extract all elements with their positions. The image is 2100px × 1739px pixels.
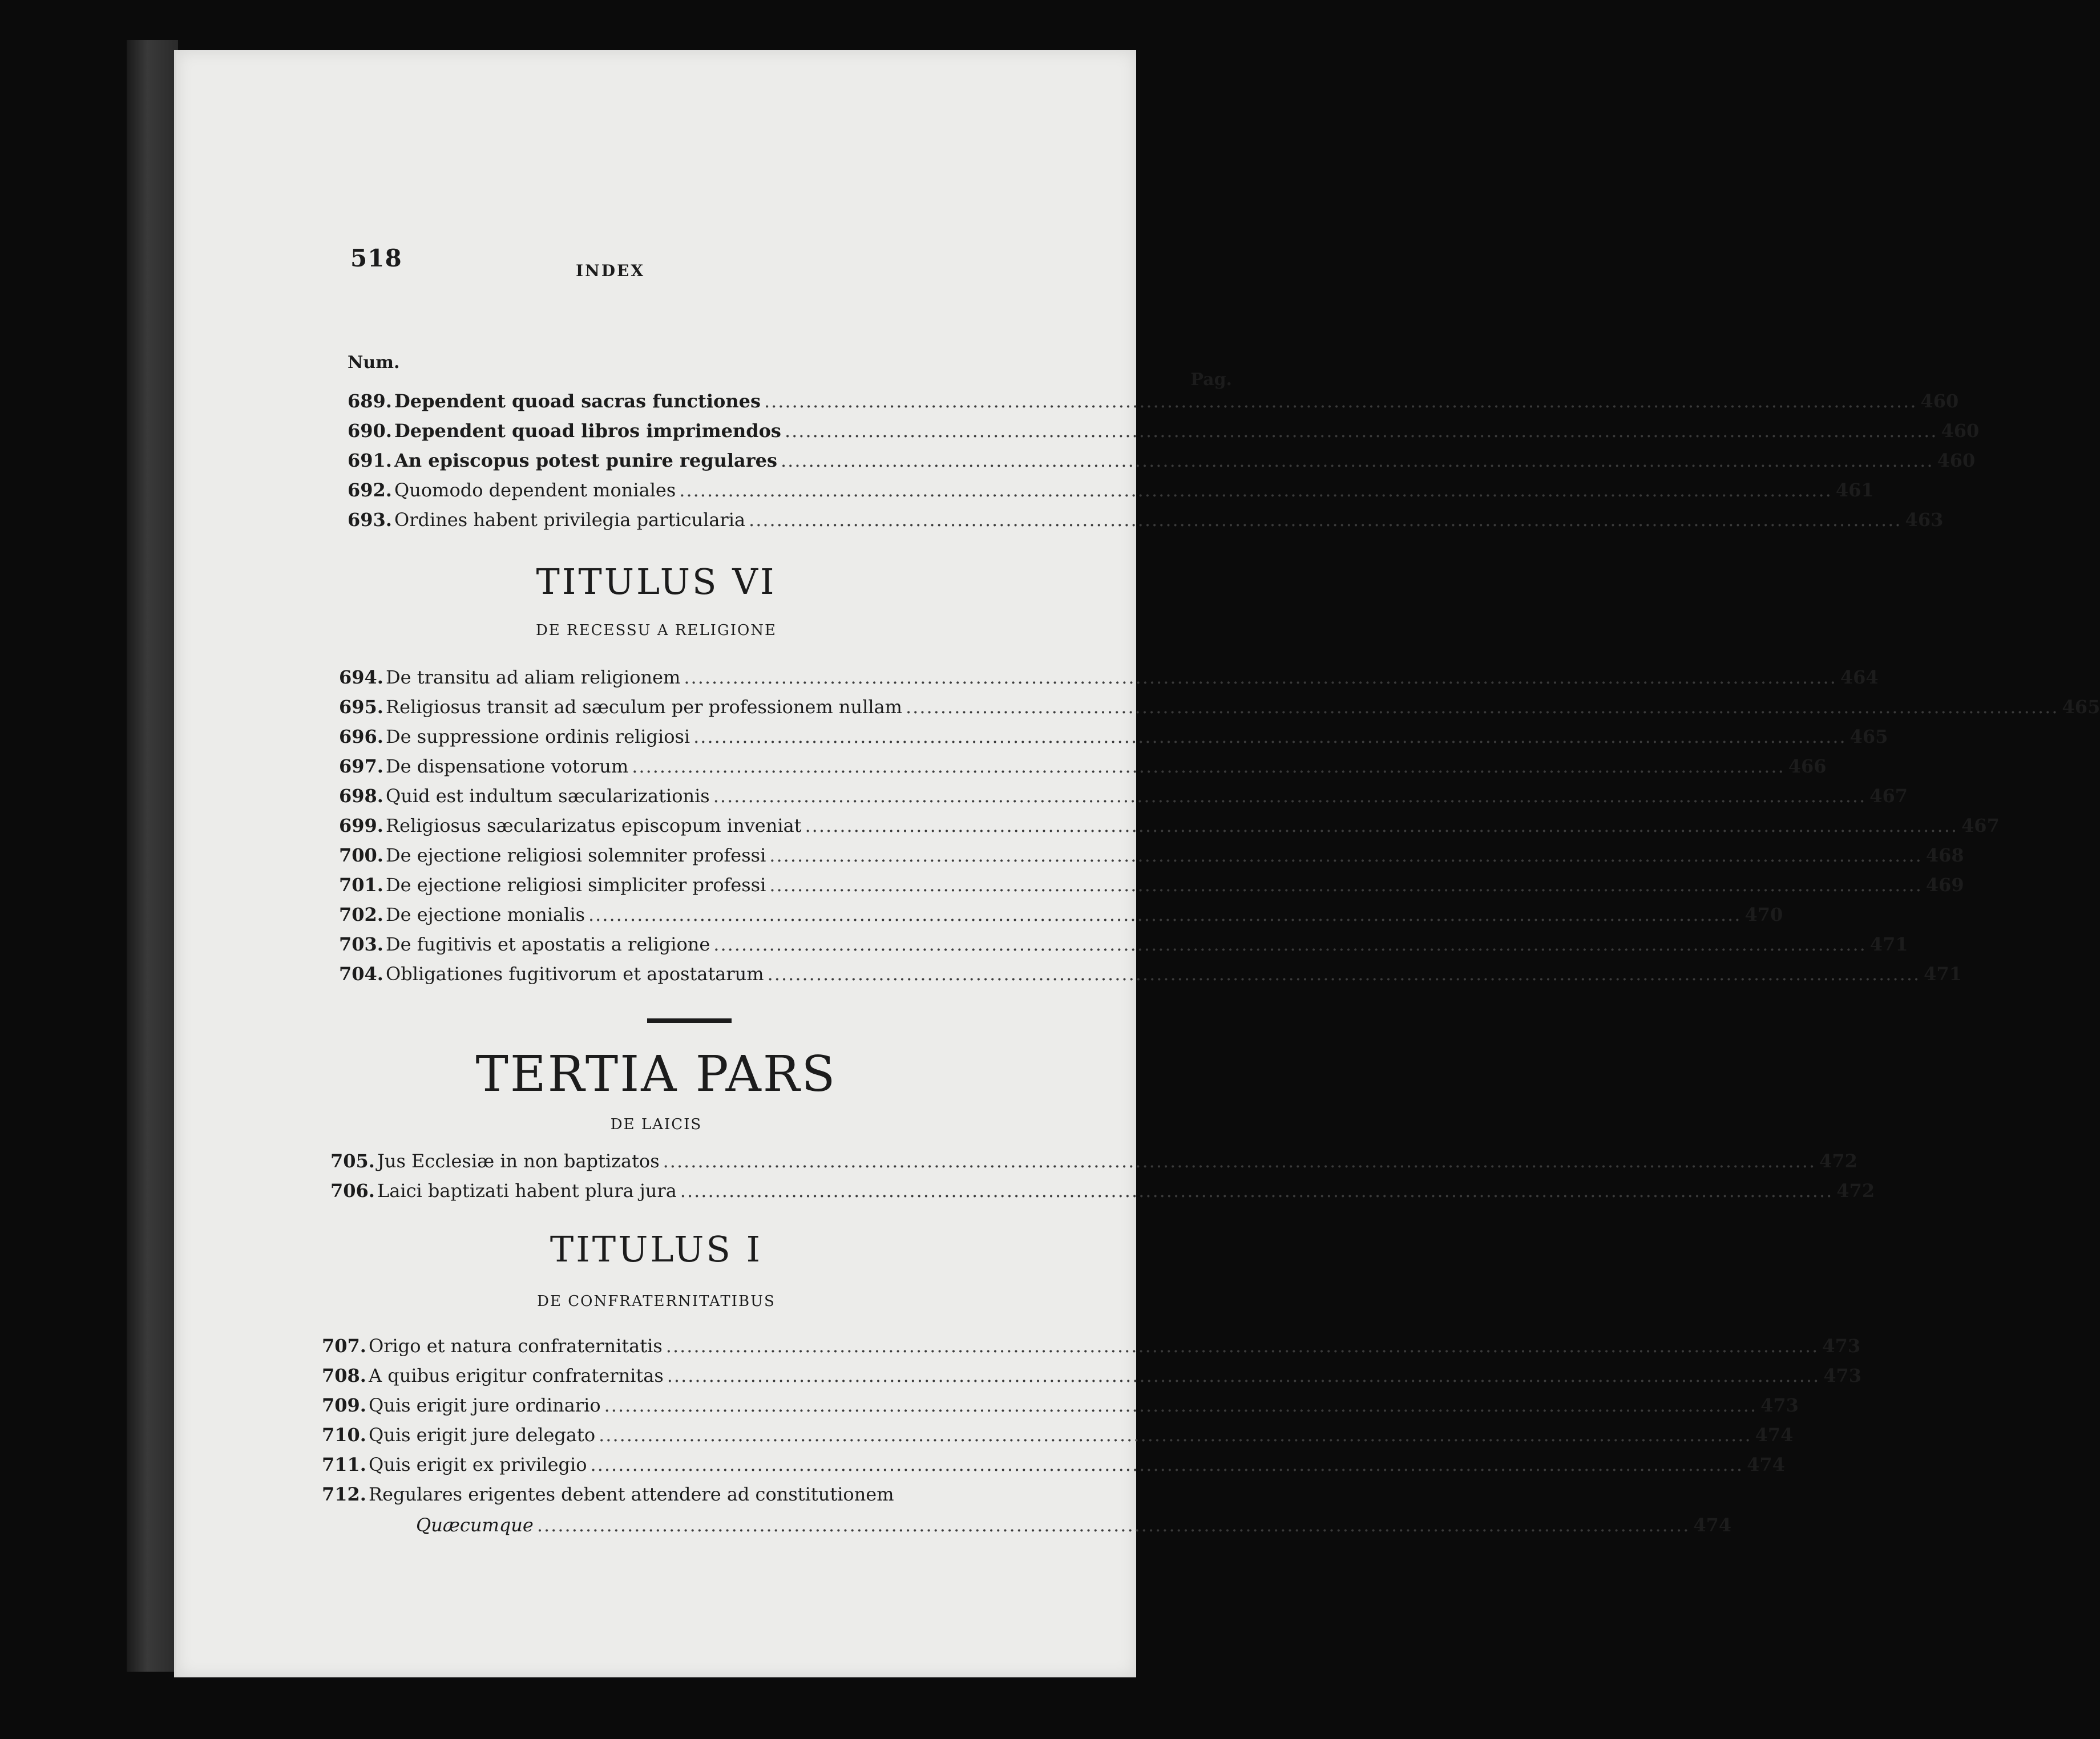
entry-number: 696. [339, 726, 383, 747]
index-entry [322, 1483, 1223, 1511]
dot-leader [749, 509, 1902, 531]
index-entry [339, 785, 1908, 812]
dot-leader [713, 785, 1867, 807]
entry-page: 466 [1788, 755, 1827, 777]
dot-leader [764, 390, 1917, 412]
entry-title: Quis erigit jure ordinario [369, 1394, 601, 1416]
index-entry [322, 1365, 1862, 1392]
page-content [176, 50, 2100, 1677]
entry-title: Quomodo dependent moniales [394, 479, 676, 501]
entry-title: De ejectione religiosi solemniter professi [386, 844, 766, 866]
dot-leader [785, 420, 1938, 442]
section-subheading: DE RECESSU A RELIGIONE [535, 622, 777, 639]
index-entry [330, 1150, 1857, 1178]
part-heading: TERTIA PARS [475, 1046, 837, 1103]
entry-title: Origo et natura confraternitatis [369, 1335, 663, 1357]
dot-leader [906, 696, 2059, 718]
section-subheading: DE CONFRATERNITATIBUS [537, 1293, 776, 1310]
dot-leader [591, 1454, 1744, 1475]
page-number: 518 [350, 244, 402, 272]
entry-title: Quid est indultum sæcularizationis [386, 785, 710, 807]
entry-page: 460 [1937, 450, 1976, 471]
book-spine [127, 40, 178, 1672]
index-entry [322, 1424, 1794, 1451]
dot-leader [769, 844, 1923, 866]
dot-leader [769, 874, 1923, 896]
dot-leader [693, 726, 1847, 747]
index-entry [348, 390, 1959, 418]
entry-page: 467 [1869, 785, 1908, 807]
index-entry [339, 755, 1827, 783]
entry-title: Religiosus sæcularizatus episcopum inveniat [386, 815, 802, 836]
entry-page: 473 [1760, 1394, 1799, 1416]
index-entry [339, 844, 1964, 872]
entry-title: Quis erigit ex privilegio [369, 1454, 587, 1475]
entry-page: 460 [1941, 420, 1980, 442]
part-subheading: DE LAICIS [610, 1116, 702, 1133]
book-page [174, 50, 2100, 1677]
dot-leader [599, 1424, 1752, 1446]
entry-number: 691. [348, 450, 392, 471]
dot-leader [632, 755, 1785, 777]
entry-page: 474 [1693, 1514, 1732, 1536]
entry-page: 472 [1836, 1180, 1875, 1202]
entry-page: 468 [1925, 844, 1964, 866]
section-heading: TITULUS I [550, 1228, 763, 1270]
entry-title: De fugitivis et apostatis a religione [386, 933, 710, 955]
index-entry [322, 1394, 1799, 1422]
index-entry [339, 726, 1888, 753]
entry-number: 711. [322, 1454, 366, 1475]
entry-number: 707. [322, 1335, 366, 1357]
entry-title: Obligationes fugitivorum et apostatarum [386, 963, 764, 985]
dot-leader [680, 1180, 1834, 1202]
entry-number: 698. [339, 785, 383, 807]
entry-page: 472 [1819, 1150, 1857, 1172]
index-entry [348, 509, 1944, 536]
entry-title: A quibus erigitur confraternitas [369, 1365, 664, 1386]
entry-page: 463 [1905, 509, 1944, 531]
entry-page: 460 [1920, 390, 1959, 412]
dot-leader [805, 815, 1958, 836]
entry-title-continuation: Quæcumque [416, 1514, 534, 1536]
entry-page: 474 [1747, 1454, 1785, 1475]
entry-title: Ordines habent privilegia particularia [394, 509, 746, 531]
entry-title: Quis erigit jure delegato [369, 1424, 596, 1446]
index-entry [330, 1180, 1875, 1207]
dot-leader [663, 1150, 1816, 1172]
num-column-label: Num. [348, 353, 400, 373]
entry-number: 708. [322, 1365, 366, 1386]
section-divider-rule [647, 1018, 732, 1023]
dot-leader [667, 1365, 1820, 1386]
entry-number: 700. [339, 844, 383, 866]
index-entry [339, 666, 1879, 694]
entry-title: Religiosus transit ad sæculum per professionem nullam [386, 696, 902, 718]
index-entry [339, 963, 1962, 990]
entry-page: 465 [2062, 696, 2100, 718]
section-heading: TITULUS VI [536, 561, 777, 602]
entry-number: 699. [339, 815, 383, 836]
entry-page: 467 [1961, 815, 2000, 836]
entry-title: De dispensatione votorum [386, 755, 629, 777]
index-entry-continuation [416, 1514, 1732, 1542]
entry-page: 471 [1869, 933, 1908, 955]
entry-number: 703. [339, 933, 383, 955]
entry-number: 704. [339, 963, 383, 985]
index-entry [348, 420, 1980, 447]
dot-leader [781, 450, 1934, 471]
index-entry [339, 904, 1783, 931]
entry-number: 712. [322, 1483, 366, 1505]
entry-number: 690. [348, 420, 392, 442]
dot-leader [679, 479, 1832, 501]
entry-title: Dependent quoad sacras functiones [394, 390, 761, 412]
entry-number: 693. [348, 509, 392, 531]
index-entry [322, 1335, 1861, 1362]
entry-title: De suppressione ordinis religiosi [386, 726, 690, 747]
entry-page: 473 [1823, 1365, 1862, 1386]
entry-number: 702. [339, 904, 383, 925]
dot-leader [713, 933, 1867, 955]
index-entry [339, 933, 1908, 961]
entry-page: 465 [1849, 726, 1888, 747]
dot-leader [537, 1514, 1690, 1536]
dot-leader [666, 1335, 1819, 1357]
entry-number: 689. [348, 390, 392, 412]
entry-title: De transitu ad aliam religionem [386, 666, 681, 688]
entry-title: Regulares erigentes debent attendere ad constitutionem [369, 1483, 894, 1505]
entry-number: 695. [339, 696, 383, 718]
dot-leader [588, 904, 1742, 925]
entry-page: 471 [1924, 963, 1962, 985]
dot-leader [768, 963, 1921, 985]
index-entry [348, 479, 1874, 507]
entry-page: 469 [1925, 874, 1964, 896]
entry-page: 464 [1840, 666, 1879, 688]
entry-title: An episcopus potest punire regulares [394, 450, 777, 471]
index-entry [339, 696, 2100, 723]
entry-number: 709. [322, 1394, 366, 1416]
entry-page: 474 [1755, 1424, 1794, 1446]
entry-number: 710. [322, 1424, 366, 1446]
entry-title: De ejectione religiosi simpliciter professi [386, 874, 766, 896]
dot-leader [604, 1394, 1758, 1416]
index-entry [339, 815, 2000, 842]
dot-leader [684, 666, 1837, 688]
entry-title: Laici baptizati habent plura jura [377, 1180, 677, 1202]
pag-column-label: Pag. [1190, 370, 1232, 390]
entry-number: 694. [339, 666, 383, 688]
running-head: INDEX [576, 261, 645, 280]
column-headings [348, 353, 1232, 390]
page-header [176, 244, 1136, 290]
entry-title: Jus Ecclesiæ in non baptizatos [377, 1150, 660, 1172]
entry-title: De ejectione monialis [386, 904, 585, 925]
entry-page: 473 [1822, 1335, 1861, 1357]
entry-number: 692. [348, 479, 392, 501]
entry-page: 461 [1835, 479, 1874, 501]
entry-number: 705. [330, 1150, 375, 1172]
index-entry [322, 1454, 1785, 1481]
entry-number: 701. [339, 874, 383, 896]
entry-number: 697. [339, 755, 383, 777]
index-entry [339, 874, 1964, 901]
entry-page: 470 [1744, 904, 1783, 925]
entry-number: 706. [330, 1180, 375, 1202]
index-entry [348, 450, 1976, 477]
entry-title: Dependent quoad libros imprimendos [394, 420, 781, 442]
